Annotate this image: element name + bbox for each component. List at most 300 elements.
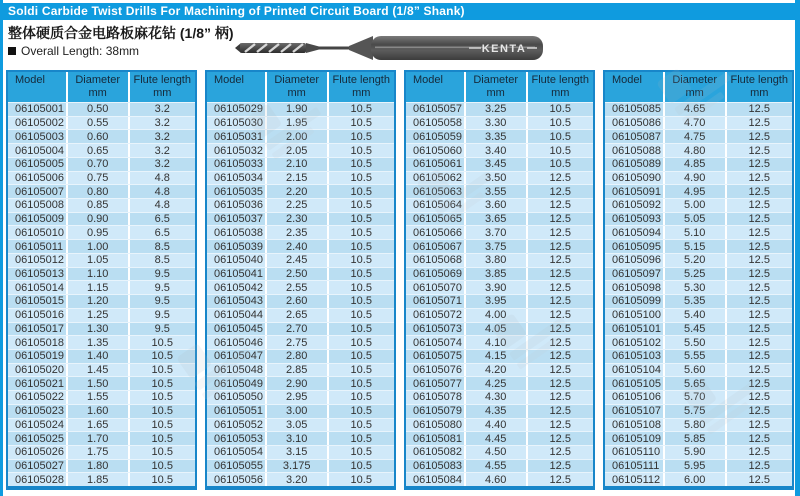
table-row [207, 445, 394, 459]
table-row [605, 212, 792, 226]
model-cell: 06105015 [8, 295, 68, 308]
model-cell: 06105029 [207, 103, 267, 116]
diameter-cell: 2.75 [267, 336, 329, 349]
flute-length-cell: 4.8 [154, 185, 170, 198]
model-cell: 06105056 [207, 473, 267, 486]
drill-photo [233, 26, 551, 66]
flute-length-cell: 10.5 [350, 171, 372, 184]
diameter-cell: 2.55 [267, 281, 329, 294]
diameter-cell: 2.45 [267, 254, 329, 267]
flute-length-cell: 12.5 [748, 281, 770, 294]
model-cell: 06105051 [207, 405, 267, 418]
flute-length-cell: 4.8 [154, 199, 170, 212]
model-cell: 06105062 [406, 172, 466, 185]
diameter-cell: 3.80 [466, 254, 528, 267]
flute-length-cell: 12.5 [748, 199, 770, 212]
diameter-cell: 3.45 [466, 158, 528, 171]
model-cell: 06105054 [207, 446, 267, 459]
flute-length-cell: 12.5 [549, 254, 571, 267]
flute-length-cell: 9.5 [154, 309, 170, 322]
table-row [406, 459, 593, 473]
flute-length-cell: 12.5 [748, 117, 770, 130]
diameter-cell: 5.20 [665, 254, 727, 267]
model-cell: 06105075 [406, 350, 466, 363]
diameter-cell: 2.70 [267, 323, 329, 336]
diameter-cell: 5.75 [665, 405, 727, 418]
diameter-cell: 2.15 [267, 172, 329, 185]
flute-length-cell: 12.5 [748, 309, 770, 322]
model-cell: 06105002 [8, 117, 68, 130]
table-row [406, 253, 593, 267]
diameter-cell: 2.40 [267, 240, 329, 253]
table-row [605, 116, 792, 130]
model-cell: 06105004 [8, 144, 68, 157]
flute-length-cell: 9.5 [154, 267, 170, 280]
table-row [605, 472, 792, 486]
diameter-cell: 1.90 [267, 103, 329, 116]
table-row [8, 294, 195, 308]
table-row [8, 335, 195, 349]
model-cell: 06105069 [406, 268, 466, 281]
diameter-cell: 2.95 [267, 391, 329, 404]
flute-length-cell: 9.5 [154, 322, 170, 335]
flute-length-cell: 10.5 [151, 446, 173, 459]
drill-table-group-3 [404, 70, 595, 490]
flute-length-cell: 10.5 [151, 350, 173, 363]
table-row [207, 459, 394, 473]
table-row [8, 363, 195, 377]
table-row [406, 116, 593, 130]
model-cell: 06105065 [406, 213, 466, 226]
table-row [605, 198, 792, 212]
flute-length-cell: 12.5 [748, 103, 770, 116]
diameter-cell: 0.50 [68, 103, 130, 116]
flute-length-cell: 10.5 [350, 336, 372, 349]
flute-length-cell: 10.5 [151, 336, 173, 349]
diameter-cell: 1.35 [68, 336, 130, 349]
flute-length-cell: 6.5 [154, 213, 170, 226]
table-row [207, 390, 394, 404]
flute-length-cell: 12.5 [549, 377, 571, 390]
table-row [207, 253, 394, 267]
flute-length-cell: 10.5 [350, 213, 372, 226]
table-row [207, 225, 394, 239]
diameter-cell: 2.50 [267, 268, 329, 281]
flute-length-cell: 12.5 [748, 418, 770, 431]
table-row [8, 239, 195, 253]
flute-length-cell: 10.5 [350, 117, 372, 130]
flute-length-cell: 12.5 [748, 322, 770, 335]
flute-length-cell: 10.5 [549, 130, 571, 143]
flute-length-cell: 12.5 [748, 130, 770, 143]
table-row [8, 198, 195, 212]
model-cell: 06105030 [207, 117, 267, 130]
flute-length-cell: 12.5 [549, 350, 571, 363]
model-cell: 06105089 [605, 158, 665, 171]
flute-length-cell: 12.5 [748, 267, 770, 280]
flute-length-cell: 10.5 [350, 391, 372, 404]
flute-length-cell: 12.5 [748, 226, 770, 239]
model-cell: 06105109 [605, 432, 665, 445]
model-cell: 06105104 [605, 364, 665, 377]
diameter-cell: 5.90 [665, 446, 727, 459]
flute-length-cell: 12.5 [748, 391, 770, 404]
table-row [406, 376, 593, 390]
flute-length-cell: 12.5 [748, 171, 770, 184]
flute-length-cell: 12.5 [748, 350, 770, 363]
diameter-cell: 1.60 [68, 405, 130, 418]
flute-length-cell: 12.5 [549, 185, 571, 198]
flute-length-cell: 10.5 [151, 418, 173, 431]
flute-length-cell: 10.5 [151, 364, 173, 377]
diameter-cell: 3.75 [466, 240, 528, 253]
model-cell: 06105018 [8, 336, 68, 349]
diameter-cell: 5.10 [665, 226, 727, 239]
flute-length-cell: 12.5 [748, 336, 770, 349]
model-cell: 06105057 [406, 103, 466, 116]
table-row [406, 212, 593, 226]
diameter-cell: 0.75 [68, 172, 130, 185]
diameter-cell: 2.60 [267, 295, 329, 308]
model-cell: 06105082 [406, 446, 466, 459]
flute-length-cell: 12.5 [748, 460, 770, 473]
model-cell: 06105041 [207, 268, 267, 281]
diameter-cell: 5.45 [665, 323, 727, 336]
model-cell: 06105040 [207, 254, 267, 267]
model-cell: 06105060 [406, 144, 466, 157]
flute-length-cell: 12.5 [549, 281, 571, 294]
diameter-cell: 4.65 [665, 103, 727, 116]
drill-table-group-1 [6, 70, 197, 490]
flute-length-cell: 12.5 [549, 405, 571, 418]
diameter-cell: 4.20 [466, 364, 528, 377]
diameter-cell: 5.15 [665, 240, 727, 253]
diameter-cell: 5.40 [665, 309, 727, 322]
table-row [207, 102, 394, 116]
table-row [207, 116, 394, 130]
table-row [207, 212, 394, 226]
flute-length-cell: 10.5 [151, 405, 173, 418]
table-row [8, 129, 195, 143]
model-cell: 06105020 [8, 364, 68, 377]
diameter-cell: 0.70 [68, 158, 130, 171]
table-row [207, 239, 394, 253]
model-cell: 06105103 [605, 350, 665, 363]
model-cell: 06105061 [406, 158, 466, 171]
diameter-cell: 5.95 [665, 460, 727, 473]
model-cell: 06105055 [207, 460, 267, 473]
diameter-cell: 4.45 [466, 432, 528, 445]
model-cell: 06105111 [605, 460, 665, 473]
model-cell: 06105031 [207, 130, 267, 143]
flute-length-cell: 12.5 [748, 473, 770, 486]
diameter-cell: 1.70 [68, 432, 130, 445]
table-row [605, 390, 792, 404]
model-cell: 06105045 [207, 323, 267, 336]
model-cell: 06105064 [406, 199, 466, 212]
model-cell: 06105005 [8, 158, 68, 171]
flute-length-cell: 10.5 [350, 322, 372, 335]
flute-length-cell: 3.2 [154, 103, 170, 116]
table-row [605, 294, 792, 308]
flute-length-cell: 10.5 [350, 295, 372, 308]
table-row [207, 294, 394, 308]
table-row [8, 390, 195, 404]
table-row [605, 171, 792, 185]
model-cell: 06105003 [8, 130, 68, 143]
flute-length-cell: 10.5 [350, 144, 372, 157]
diameter-cell: 4.90 [665, 172, 727, 185]
model-cell: 06105084 [406, 473, 466, 486]
model-cell: 06105034 [207, 172, 267, 185]
diameter-cell: 4.15 [466, 350, 528, 363]
spec-overall-length [8, 44, 139, 58]
model-cell: 06105044 [207, 309, 267, 322]
model-cell: 06105068 [406, 254, 466, 267]
model-cell: 06105096 [605, 254, 665, 267]
diameter-cell: 4.30 [466, 391, 528, 404]
model-cell: 06105021 [8, 377, 68, 390]
flute-length-cell: 10.5 [350, 364, 372, 377]
model-cell: 06105053 [207, 432, 267, 445]
table-row [406, 129, 593, 143]
diameter-cell: 3.25 [466, 103, 528, 116]
diameter-cell: 0.55 [68, 117, 130, 130]
diameter-cell: 0.85 [68, 199, 130, 212]
diameter-cell: 2.25 [267, 199, 329, 212]
diameter-cell: 3.95 [466, 295, 528, 308]
model-cell: 06105095 [605, 240, 665, 253]
diameter-cell: 3.90 [466, 281, 528, 294]
diameter-cell: 3.05 [267, 419, 329, 432]
drill-brand-text: KENTA [481, 43, 527, 55]
diameter-cell: 4.70 [665, 117, 727, 130]
table-row [8, 143, 195, 157]
table-row [8, 212, 195, 226]
flute-length-cell: 10.5 [350, 281, 372, 294]
table-row [605, 157, 792, 171]
diameter-cell: 2.30 [267, 213, 329, 226]
table-row [605, 376, 792, 390]
diameter-cell: 2.80 [267, 350, 329, 363]
diameter-cell: 4.60 [466, 473, 528, 486]
model-cell: 06105006 [8, 172, 68, 185]
diameter-cell: 6.00 [665, 473, 727, 486]
model-cell: 06105067 [406, 240, 466, 253]
flute-length-cell: 12.5 [549, 364, 571, 377]
model-cell: 06105039 [207, 240, 267, 253]
table-row [406, 363, 593, 377]
table-row [406, 171, 593, 185]
model-cell: 06105094 [605, 226, 665, 239]
model-cell: 06105079 [406, 405, 466, 418]
flute-length-cell: 12.5 [549, 322, 571, 335]
diameter-cell: 5.30 [665, 281, 727, 294]
model-cell: 06105080 [406, 419, 466, 432]
model-cell: 06105099 [605, 295, 665, 308]
table-row [8, 102, 195, 116]
model-cell: 06105012 [8, 254, 68, 267]
table-row [8, 171, 195, 185]
model-cell: 06105008 [8, 199, 68, 212]
drill-table-group-2 [205, 70, 396, 490]
model-cell: 06105073 [406, 323, 466, 336]
diameter-cell: 5.55 [665, 350, 727, 363]
model-cell: 06105022 [8, 391, 68, 404]
diameter-cell: 2.85 [267, 364, 329, 377]
diameter-cell: 3.85 [466, 268, 528, 281]
model-cell: 06105102 [605, 336, 665, 349]
column-header-model: Model [8, 72, 68, 102]
table-row [8, 116, 195, 130]
diameter-cell: 1.85 [68, 473, 130, 486]
table-row [406, 445, 593, 459]
table-header-row [207, 72, 394, 102]
diameter-cell: 1.40 [68, 350, 130, 363]
flute-length-cell: 12.5 [549, 267, 571, 280]
table-row [406, 184, 593, 198]
spec-text: Overall Length: 38mm [21, 44, 140, 58]
flute-length-cell: 3.2 [154, 158, 170, 171]
table-row [406, 390, 593, 404]
model-cell: 06105027 [8, 460, 68, 473]
subtitle-chinese: 整体硬质合金电路板麻花钻 (1/8” 柄) [8, 25, 234, 41]
flute-length-cell: 10.5 [350, 130, 372, 143]
model-cell: 06105047 [207, 350, 267, 363]
table-row [406, 308, 593, 322]
diameter-cell: 3.30 [466, 117, 528, 130]
diameter-cell: 5.70 [665, 391, 727, 404]
table-row [8, 157, 195, 171]
diameter-cell: 5.85 [665, 432, 727, 445]
model-cell: 06105037 [207, 213, 267, 226]
model-cell: 06105108 [605, 419, 665, 432]
diameter-cell: 4.25 [466, 377, 528, 390]
column-header-diameter: Diameter mm [68, 72, 130, 102]
diameter-cell: 4.35 [466, 405, 528, 418]
model-cell: 06105070 [406, 281, 466, 294]
model-cell: 06105110 [605, 446, 665, 459]
page-title: Soldi Carbide Twist Drills For Machining of Printed Circuit Board (1/8” Shank) [0, 3, 800, 20]
diameter-cell: 2.20 [267, 185, 329, 198]
table-row [605, 184, 792, 198]
diameter-cell: 1.30 [68, 323, 130, 336]
diameter-cell: 3.00 [267, 405, 329, 418]
table-row [605, 418, 792, 432]
column-header-model: Model [207, 72, 267, 102]
model-cell: 06105072 [406, 309, 466, 322]
bullet-square-icon [8, 47, 16, 55]
flute-length-cell: 8.5 [154, 240, 170, 253]
flute-length-cell: 10.5 [549, 117, 571, 130]
flute-length-cell: 10.5 [151, 432, 173, 445]
table-row [406, 225, 593, 239]
table-row [207, 184, 394, 198]
diameter-cell: 1.95 [267, 117, 329, 130]
table-row [8, 418, 195, 432]
diameter-cell: 4.55 [466, 460, 528, 473]
column-header-model: Model [406, 72, 466, 102]
model-cell: 06105013 [8, 268, 68, 281]
flute-length-cell: 12.5 [549, 473, 571, 486]
column-header-flute-length: Flute length mm [730, 74, 788, 99]
diameter-cell: 3.10 [267, 432, 329, 445]
diameter-cell: 5.00 [665, 199, 727, 212]
model-cell: 06105058 [406, 117, 466, 130]
flute-length-cell: 10.5 [151, 391, 173, 404]
diameter-cell: 2.00 [267, 130, 329, 143]
diameter-cell: 3.60 [466, 199, 528, 212]
model-cell: 06105038 [207, 226, 267, 239]
model-cell: 06105092 [605, 199, 665, 212]
table-row [207, 171, 394, 185]
table-row [8, 445, 195, 459]
diameter-cell: 2.35 [267, 226, 329, 239]
table-row [8, 322, 195, 336]
table-header-row [406, 72, 593, 102]
model-cell: 06105043 [207, 295, 267, 308]
model-cell: 06105049 [207, 377, 267, 390]
diameter-cell: 0.60 [68, 130, 130, 143]
column-header-flute-length: Flute length mm [531, 74, 589, 99]
model-cell: 06105085 [605, 103, 665, 116]
model-cell: 06105010 [8, 226, 68, 239]
model-cell: 06105023 [8, 405, 68, 418]
diameter-cell: 5.60 [665, 364, 727, 377]
flute-length-cell: 12.5 [748, 377, 770, 390]
table-row [406, 294, 593, 308]
flute-length-cell: 10.5 [350, 240, 372, 253]
diameter-cell: 1.45 [68, 364, 130, 377]
table-row [8, 308, 195, 322]
table-row [207, 308, 394, 322]
diameter-cell: 4.75 [665, 130, 727, 143]
table-row [605, 459, 792, 473]
flute-length-cell: 10.5 [350, 199, 372, 212]
flute-length-cell: 12.5 [748, 158, 770, 171]
flute-length-cell: 6.5 [154, 226, 170, 239]
table-header-row [8, 72, 195, 102]
table-row [207, 404, 394, 418]
model-cell: 06105016 [8, 309, 68, 322]
flute-length-cell: 10.5 [350, 460, 372, 473]
model-cell: 06105081 [406, 432, 466, 445]
flute-length-cell: 10.5 [549, 144, 571, 157]
diameter-cell: 5.05 [665, 213, 727, 226]
flute-length-cell: 9.5 [154, 281, 170, 294]
flute-length-cell: 12.5 [748, 144, 770, 157]
model-cell: 06105101 [605, 323, 665, 336]
flute-length-cell: 10.5 [350, 473, 372, 486]
diameter-cell: 1.05 [68, 254, 130, 267]
flute-length-cell: 10.5 [350, 432, 372, 445]
table-row [207, 431, 394, 445]
diameter-cell: 4.40 [466, 419, 528, 432]
table-row [8, 225, 195, 239]
model-cell: 06105017 [8, 323, 68, 336]
flute-length-cell: 12.5 [549, 336, 571, 349]
flute-length-cell: 12.5 [549, 171, 571, 184]
table-row [605, 280, 792, 294]
column-header-diameter: Diameter mm [466, 72, 528, 102]
table-row [605, 102, 792, 116]
table-row [207, 349, 394, 363]
model-cell: 06105019 [8, 350, 68, 363]
diameter-cell: 5.65 [665, 377, 727, 390]
model-cell: 06105046 [207, 336, 267, 349]
model-cell: 06105107 [605, 405, 665, 418]
table-row [406, 418, 593, 432]
